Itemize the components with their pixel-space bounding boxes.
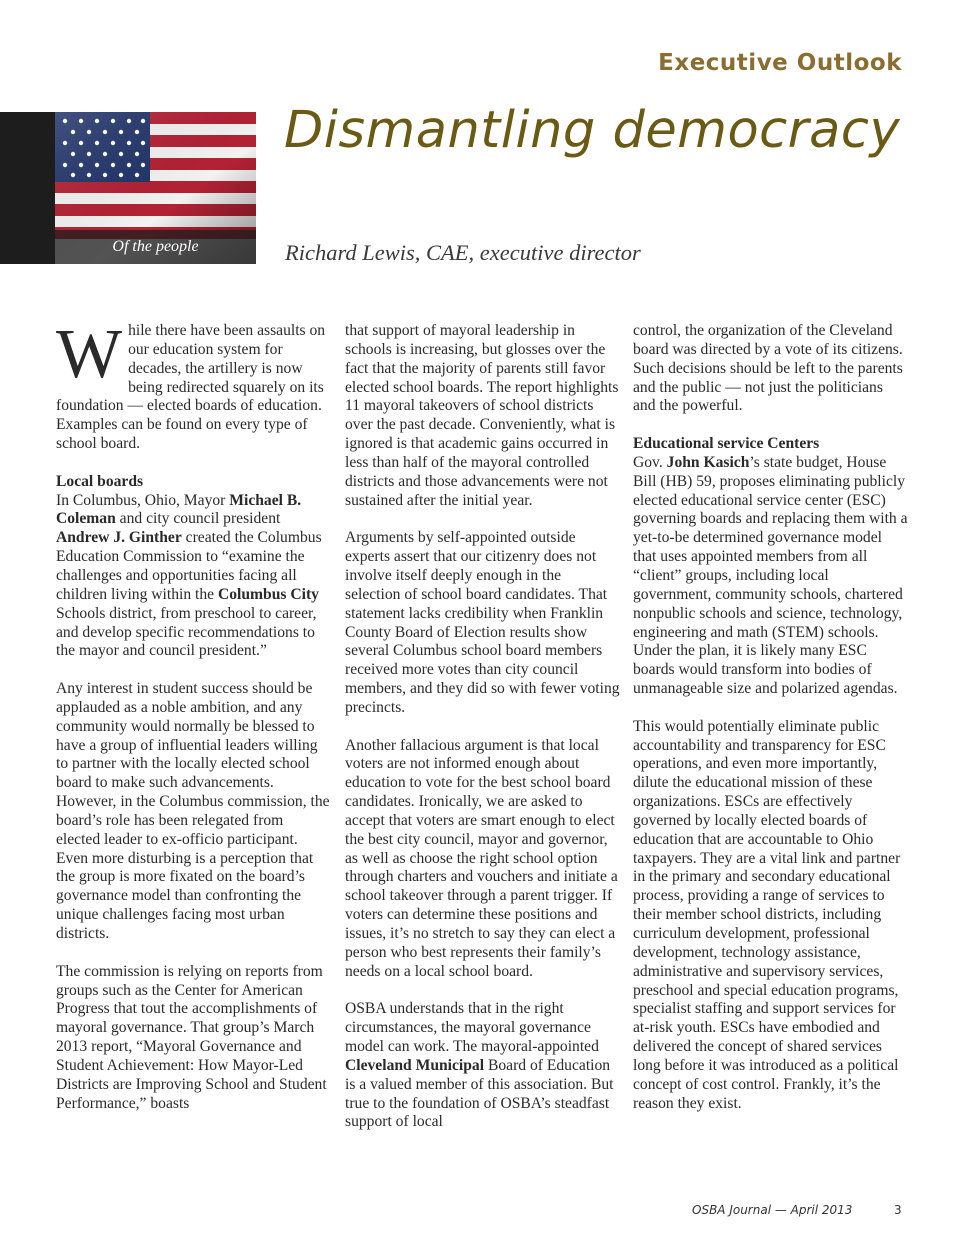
paragraph: The commission is relying on reports from groups such as the Center for American Progress that tout the accomplishments of mayoral governance. That group’s March 2013 report, “Mayoral Governance and Student Achievement: How Mayor-Led Districts are Improving School and Student Performance,” boasts bbox=[56, 962, 327, 1112]
column-3 bbox=[633, 322, 908, 1132]
subheading: Local boards bbox=[56, 472, 144, 490]
photo-caption: Of the people bbox=[112, 238, 199, 255]
photo-block bbox=[0, 112, 256, 264]
paragraph: OSBA understands that in the right circumstances, the mayoral governance model can work. The mayoral-appointed Cleveland Municipal Board of Education is a valued member of this association. But true to the foundation of OSBA’s steadfast support of local bbox=[345, 1000, 614, 1131]
page-number: 3 bbox=[894, 1203, 902, 1217]
subheading: Educational service Centers bbox=[633, 435, 820, 453]
paragraph: Local boards In Columbus, Ohio, Mayor Michael B. Coleman and city council president Andrew J. Ginther created the Columbus Education Commission to “examine the challenges and opportunities facing all children living within the Columbus City Schools district, from preschool to career, and develop specific recommendations to the mayor and council president.” bbox=[56, 473, 331, 661]
column-2 bbox=[345, 322, 620, 1151]
section-label: Executive Outlook bbox=[658, 50, 902, 76]
paragraph: that support of mayoral leadership in schools is increasing, but glosses over the fact that the majority of parents still favor elected school boards. The report highlights 11 mayoral takeovers of school districts over the past decade. Conveniently, what is ignored is that academic gains occurred in less than half of the mayoral controlled districts and those advancements were not sustained after the initial year. bbox=[345, 322, 619, 509]
paragraph: Arguments by self-appointed outside experts assert that our citizenry does not involve itself deeply enough in the selection of school board candidates. That statement lacks credibility when Franklin County Board of Election results show several Columbus school board members received more votes than city council members, and they did so with fewer voting precincts. bbox=[345, 529, 620, 716]
byline: Richard Lewis, CAE, executive director bbox=[285, 240, 641, 265]
paragraph: Another fallacious argument is that local voters are not informed enough about education to vote for the best school board candidates. Ironically, we are asked to accept that voters are smart enough to elect the best city council, mayor and governor, as well as choose the right school option through charters and vouchers and initiate a school takeover through a parent trigger. If voters can determine these positions and issues, it’s no stretch to say they can elect a person who best represents their family’s needs on a local school board. bbox=[345, 736, 618, 980]
paragraph: control, the organization of the Cleveland board was directed by a vote of its citizens. Such decisions should be left to the parents and the public — not just the politicians and the powerful. bbox=[633, 322, 903, 415]
paragraph: Educational service Centers Gov. John Kasich’s state budget, House Bill (HB) 59, proposes eliminating publicly elected educational service center (ESC) governing boards and replacing them with a yet-to-be determined governance model that uses appointed members from all “client” groups, including local government, community schools, chartered nonpublic schools and science, technology, engineering and math (STEM) schools. Under the plan, it is likely many ESC boards would transform into bodies of unmanageable size and polarized agendas. bbox=[633, 435, 908, 698]
paragraph: Any interest in student success should be applauded as a noble ambition, and any community would normally be blessed to have a group of influential leaders willing to partner with the locally elected school board to make such advancements. However, in the Columbus commission, the board’s role has been relegated from elected leader to ex-officio participant. Even more disturbing is a perception that the group is more fixated on the board’s governance model than confronting the unique challenges facing most urban districts. bbox=[56, 680, 330, 942]
drop-cap: W bbox=[56, 316, 123, 393]
article-title: Dismantling democracy bbox=[284, 101, 901, 160]
publication-name: OSBA Journal — April 2013 bbox=[692, 1203, 853, 1217]
column-1 bbox=[56, 316, 331, 1132]
paragraph: This would potentially eliminate public accountability and transparency for ESC operations, and even more importantly, dilute the educational mission of these organizations. ESCs are effectively governed by locally elected boards of education that are accountable to Ohio taxpayers. They are a vital link and partner in the primary and secondary educational process, providing a range of services to their member school districts, including curriculum development, professional development, technology assistance, administrative and supervisory services, preschool and special education programs, specialist staffing and support services for at-risk youth. ESCs have embodied and delivered the concept of shared services long before it was introduced as a political concept of cost control. Frankly, it’s the reason they exist. bbox=[633, 717, 901, 1112]
paragraph: While there have been assaults on our education system for decades, the artillery is now being redirected squarely on its foundation — elected boards of education. Examples can be found on every type of school board. bbox=[56, 316, 326, 453]
